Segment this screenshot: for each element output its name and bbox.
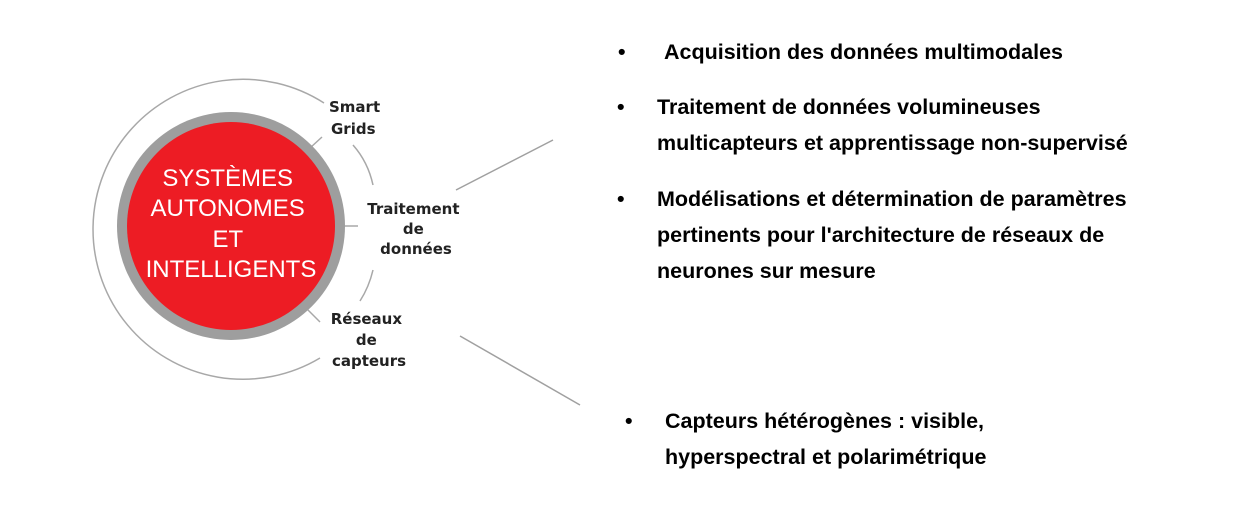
bullet-modelisations <box>617 181 1127 289</box>
bullet-text: Modélisations et détermination de paramètres <box>657 187 1127 211</box>
bullet-icon: • <box>617 95 625 119</box>
connector-top <box>456 140 553 190</box>
bullet-icon: • <box>617 187 625 211</box>
core-title: SYSTÈMES AUTONOMES ET INTELLIGENTS <box>145 165 317 283</box>
bullet-capteurs <box>625 403 987 475</box>
bullet-traitement <box>617 89 1128 161</box>
connector-bottom <box>460 336 580 405</box>
bullet-acquisition <box>618 34 1064 70</box>
bullet-icon: • <box>625 409 633 433</box>
bullet-icon: • <box>618 40 626 64</box>
bullet-text: Capteurs hétérogènes : visible, <box>665 409 985 433</box>
arc-segment-lower <box>360 270 373 301</box>
tick-reseaux <box>308 310 320 322</box>
bullet-text: Traitement de données volumineuses <box>657 95 1041 119</box>
label-traitement: Traitement de données <box>367 200 460 258</box>
label-smart-grids: Smart Grids <box>329 98 381 138</box>
bullet-text: neurones sur mesure <box>657 259 876 283</box>
arc-segment-upper <box>353 145 373 185</box>
bullet-text: hyperspectral et polarimétrique <box>665 445 987 469</box>
bullet-text: Acquisition des données multimodales <box>664 40 1064 64</box>
label-reseaux: Réseaux de capteurs <box>330 310 407 370</box>
bullet-text: multicapteurs et apprentissage non-supervisé <box>657 131 1128 155</box>
bullet-text: pertinents pour l'architecture de réseaux de <box>657 223 1105 247</box>
